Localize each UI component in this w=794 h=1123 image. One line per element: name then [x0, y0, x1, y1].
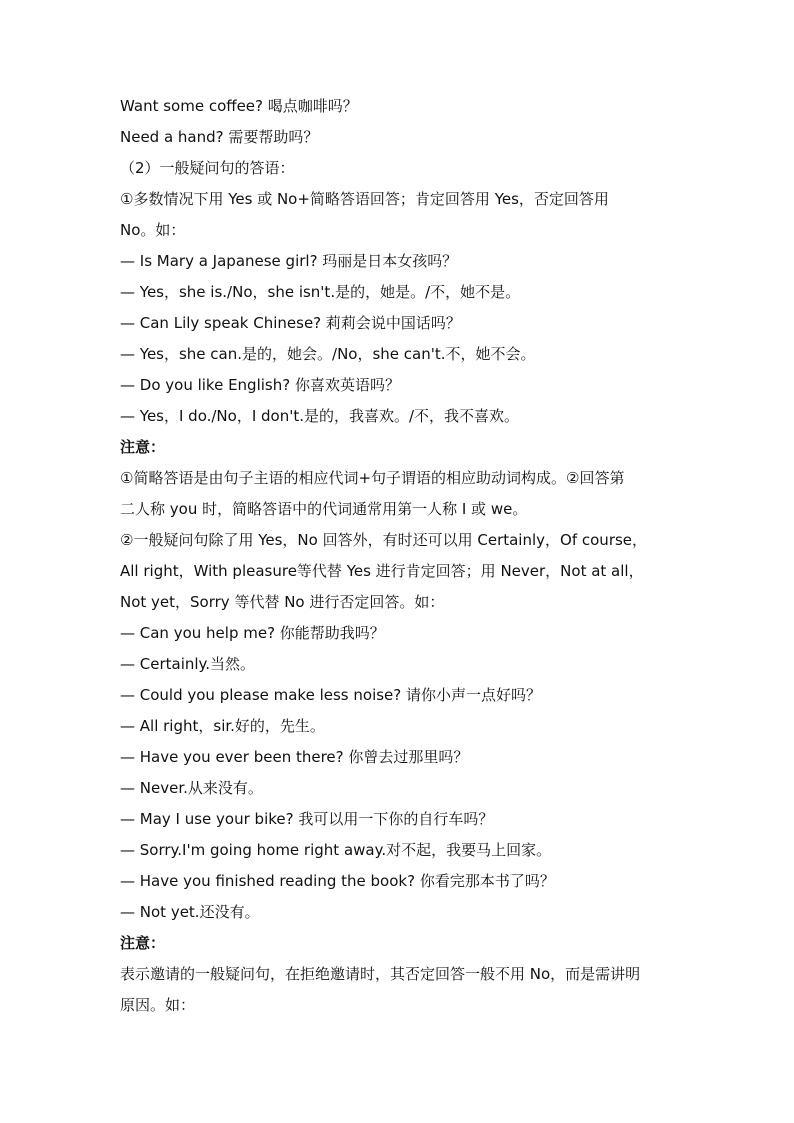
text-line: Need a hand? 需要帮助吗？	[120, 128, 319, 146]
text-line: ①多数情况下用 Yes 或 No+简略答语回答；肯定回答用 Yes，否定回答用	[120, 190, 609, 208]
text-line: ①简略答语是由句子主语的相应代词+句子谓语的相应助动词构成。②回答第	[120, 469, 625, 487]
text-line: Not yet，Sorry 等代替 No 进行否定回答。如：	[120, 593, 445, 611]
example-line: — Yes，she is./No，she isn't.是的，她是。/不，她不是。	[120, 283, 521, 301]
example-line: — Can you help me? 你能帮助我吗？	[120, 624, 385, 642]
text-line: 原因。如：	[120, 996, 196, 1014]
example-line: — Can Lily speak Chinese? 莉莉会说中国话吗？	[120, 314, 461, 332]
section-heading: （2）一般疑问句的答语：	[120, 159, 295, 177]
text-line: 二人称 you 时，简略答语中的代词通常用第一人称 I 或 we。	[120, 500, 528, 518]
example-line: — Yes，I do./No，I don't.是的，我喜欢。/不，我不喜欢。	[120, 407, 520, 425]
note-heading: 注意：	[120, 438, 166, 456]
text-line: 表示邀请的一般疑问句，在拒绝邀请时，其否定回答一般不用 No，而是需讲明	[120, 965, 641, 983]
example-line: — Have you ever been there? 你曾去过那里吗？	[120, 748, 469, 766]
example-line: — Do you like English? 你喜欢英语吗？	[120, 376, 400, 394]
example-line: — Is Mary a Japanese girl? 玛丽是日本女孩吗？	[120, 252, 458, 270]
example-line: — Could you please make less noise? 请你小声一点好吗？	[120, 686, 542, 704]
text-line: No。如：	[120, 221, 186, 239]
text-line: ②一般疑问句除了用 Yes，No 回答外，有时还可以用 Certainly，Of course，	[120, 531, 648, 549]
example-line: — Certainly.当然。	[120, 655, 256, 673]
text-line: All right，With pleasure等代替 Yes 进行肯定回答；用 Never，Not at all，	[120, 562, 644, 580]
example-line: — Not yet.还没有。	[120, 903, 260, 921]
example-line: — Have you finished reading the book? 你看完那本书了吗？	[120, 872, 555, 890]
example-line: — All right，sir.好的，先生。	[120, 717, 325, 735]
document-body	[120, 91, 695, 1021]
note-heading: 注意：	[120, 934, 166, 952]
example-line: — Never.从来没有。	[120, 779, 263, 797]
example-line: — Yes，she can.是的，她会。/No，she can't.不，她不会。	[120, 345, 536, 363]
example-line: — Sorry.I'm going home right away.对不起，我要马上回家。	[120, 841, 552, 859]
text-line: Want some coffee? 喝点咖啡吗？	[120, 97, 358, 115]
example-line: — May I use your bike? 我可以用一下你的自行车吗？	[120, 810, 494, 828]
